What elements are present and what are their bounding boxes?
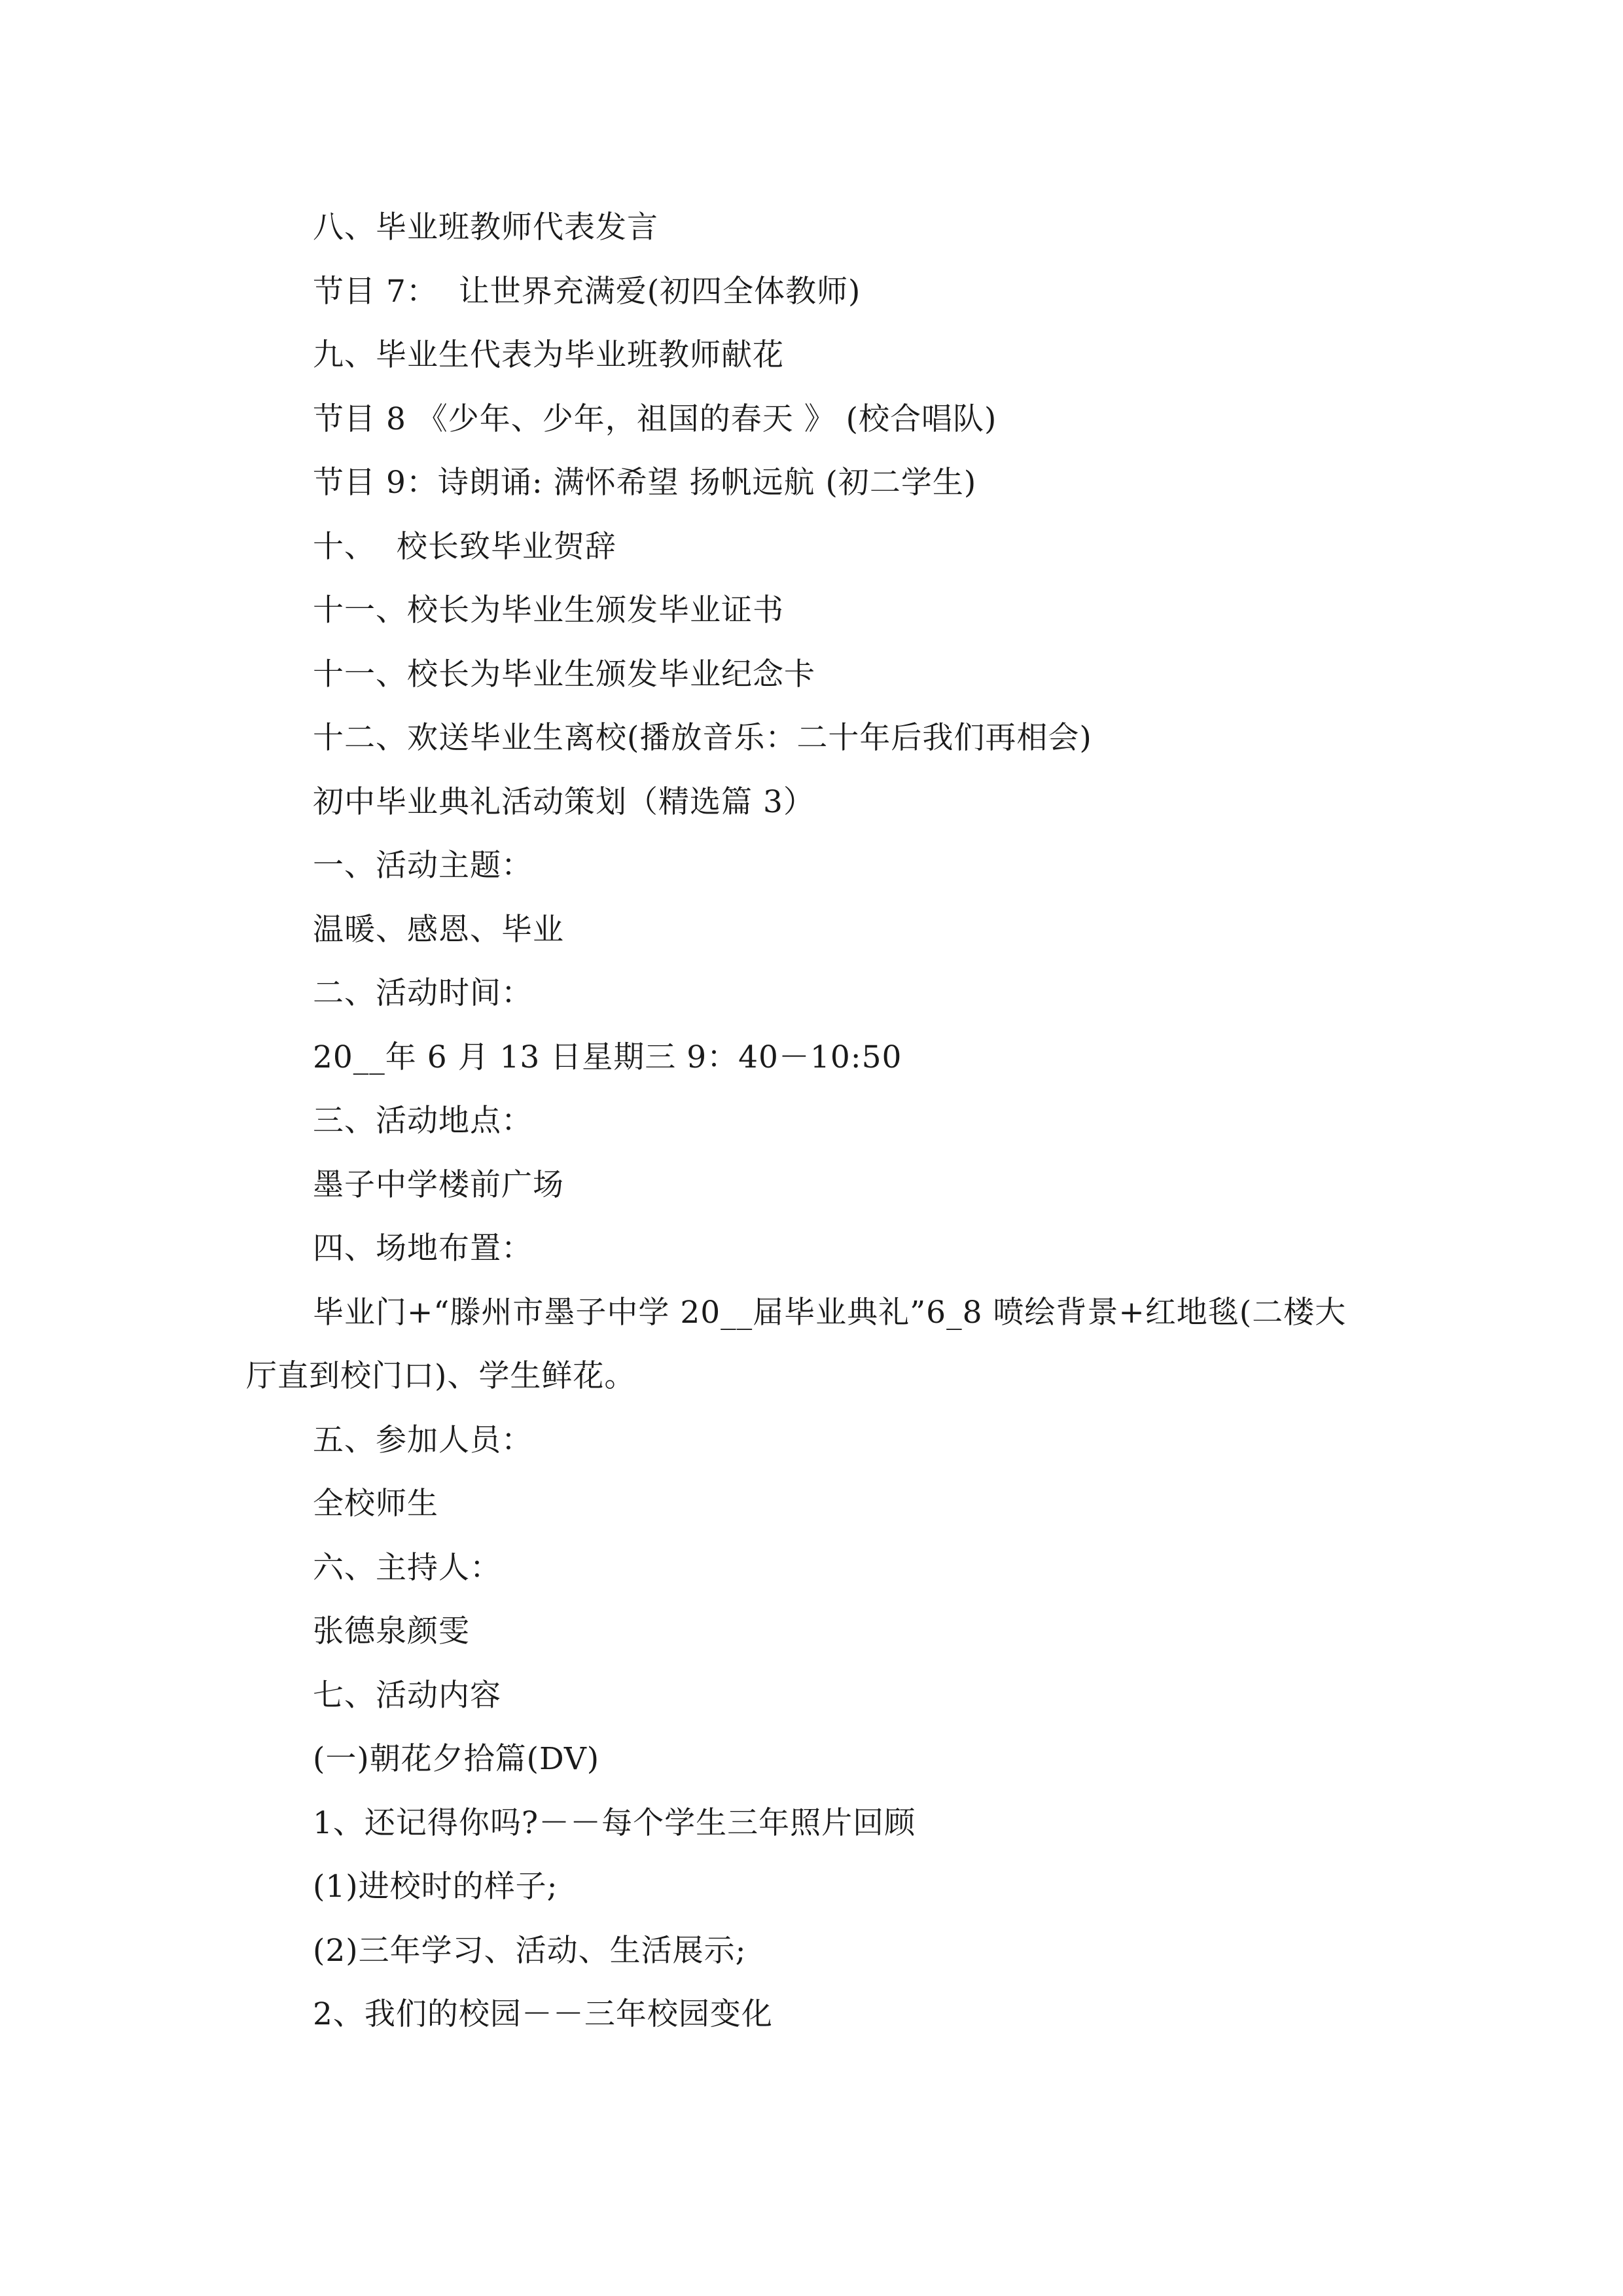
text-line: 节目 9：诗朗诵: 满怀希望 扬帆远航 (初二学生) bbox=[313, 465, 977, 501]
text-line: 十一、校长为毕业生颁发毕业纪念卡 bbox=[313, 656, 815, 692]
text-line: 墨子中学楼前广场 bbox=[313, 1167, 564, 1203]
text-line: 十二、欢送毕业生离校(播放音乐：二十年后我们再相会) bbox=[313, 720, 1092, 756]
text-line: (一)朝花夕拾篇(DV) bbox=[313, 1741, 600, 1777]
text-line: 节目 7： 让世界充满爱(初四全体教师) bbox=[313, 274, 861, 310]
text-line: 五、参加人员： bbox=[313, 1422, 533, 1458]
text-line: 1、还记得你吗?－－每个学生三年照片回顾 bbox=[313, 1805, 916, 1841]
text-line: 20__年 6 月 13 日星期三 9：40－10:50 bbox=[313, 1039, 902, 1075]
text-line: (1)进校时的样子; bbox=[313, 1869, 558, 1905]
text-line: 张德泉颜雯 bbox=[313, 1613, 470, 1649]
text-line: 八、毕业班教师代表发言 bbox=[313, 209, 658, 245]
text-line: 十、 校长致毕业贺辞 bbox=[313, 529, 616, 565]
text-line: 十一、校长为毕业生颁发毕业证书 bbox=[313, 592, 784, 628]
text-line: 九、毕业生代表为毕业班教师献花 bbox=[313, 337, 784, 373]
text-line: 温暖、感恩、毕业 bbox=[313, 912, 564, 948]
text-line: 2、我们的校园－－三年校园变化 bbox=[313, 1996, 773, 2032]
text-line: 节目 8 《少年、少年，祖国的春天 》 (校合唱队) bbox=[313, 401, 997, 437]
text-line: 四、场地布置： bbox=[313, 1230, 533, 1266]
section-title: 初中毕业典礼活动策划（精选篇 3） bbox=[313, 784, 815, 820]
text-line: (2)三年学习、活动、生活展示; bbox=[313, 1933, 747, 1969]
text-line: 二、活动时间： bbox=[313, 975, 533, 1011]
text-line-continuation: 厅直到校门口)、学生鲜花。 bbox=[246, 1358, 636, 1394]
text-line: 一、活动主题： bbox=[313, 848, 533, 884]
text-line: 全校师生 bbox=[313, 1486, 438, 1522]
text-line: 六、主持人： bbox=[313, 1550, 501, 1586]
text-line: 毕业门+“滕州市墨子中学 20__届毕业典礼”6_8 喷绘背景+红地毯(二楼大 bbox=[313, 1295, 1347, 1331]
text-line: 三、活动地点： bbox=[313, 1103, 533, 1139]
text-line: 七、活动内容 bbox=[313, 1677, 501, 1713]
